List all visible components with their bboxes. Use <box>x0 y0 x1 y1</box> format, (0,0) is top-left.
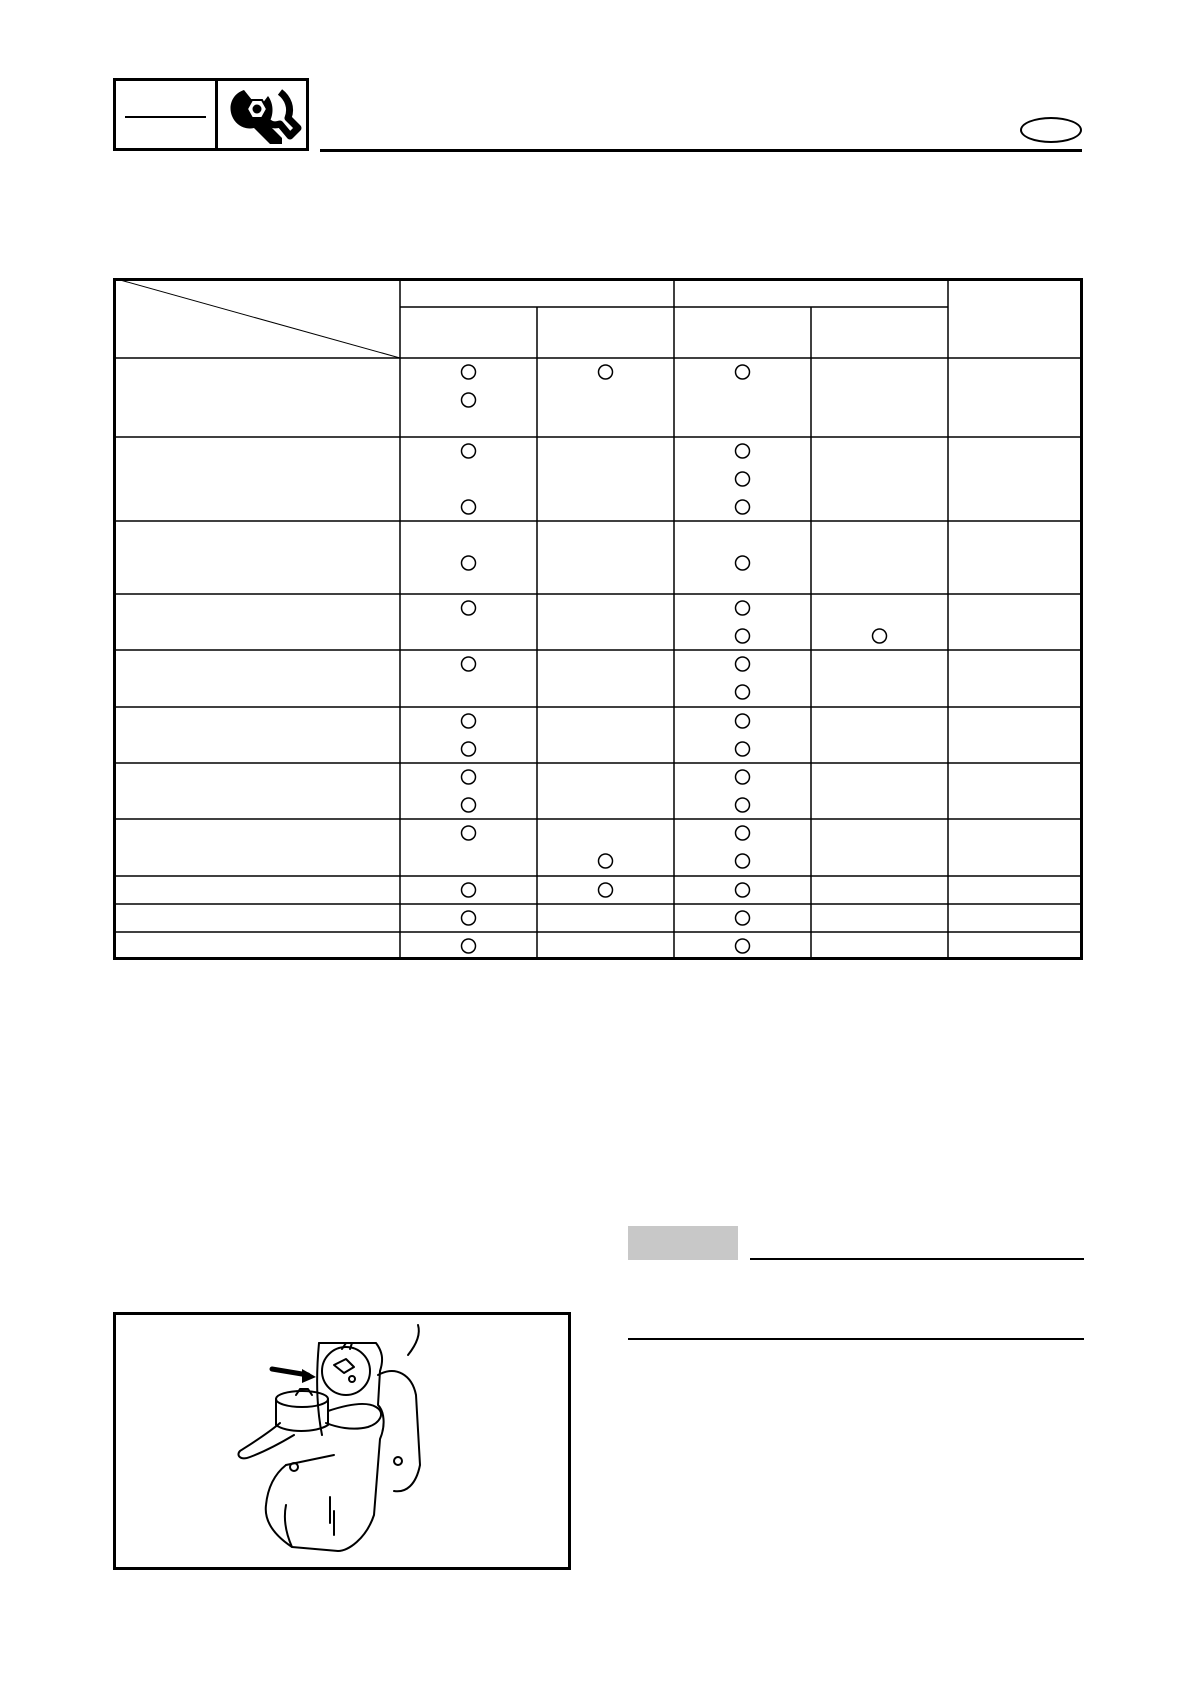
check-mark-circle <box>462 444 476 458</box>
check-mark-circle <box>462 826 476 840</box>
note-rule-bottom <box>628 1338 1084 1340</box>
check-mark-circle <box>462 657 476 671</box>
check-mark-circle <box>462 601 476 615</box>
header-rule <box>320 149 1082 152</box>
check-mark-circle <box>873 629 887 643</box>
language-badge <box>1020 117 1082 143</box>
header-diagonal <box>113 278 400 358</box>
propeller-anode-illustration <box>116 1315 568 1567</box>
anode-figure <box>113 1312 571 1570</box>
check-mark-circle <box>736 685 750 699</box>
inspection-table <box>113 278 1083 960</box>
check-mark-circle <box>462 393 476 407</box>
check-mark-circle <box>736 826 750 840</box>
check-mark-circle <box>462 939 476 953</box>
check-mark-circle <box>462 770 476 784</box>
check-mark-circle <box>736 472 750 486</box>
check-mark-circle <box>736 657 750 671</box>
check-mark-circle <box>462 500 476 514</box>
note-badge <box>628 1226 738 1260</box>
check-mark-circle <box>736 500 750 514</box>
check-mark-circle <box>599 854 613 868</box>
wrench-nut-icon <box>222 84 302 146</box>
check-mark-circle <box>736 770 750 784</box>
check-mark-circle <box>462 742 476 756</box>
check-mark-circle <box>736 444 750 458</box>
check-mark-circle <box>736 365 750 379</box>
check-mark-circle <box>462 911 476 925</box>
inspection-table-grid <box>113 278 1083 960</box>
check-mark-circle <box>736 556 750 570</box>
note-rule-top <box>750 1258 1084 1260</box>
check-mark-circle <box>462 714 476 728</box>
section-header-box <box>113 78 309 151</box>
check-mark-circle <box>599 883 613 897</box>
check-mark-circle <box>462 556 476 570</box>
check-mark-circle <box>599 365 613 379</box>
check-mark-circle <box>736 854 750 868</box>
check-mark-circle <box>736 601 750 615</box>
check-mark-circle <box>736 883 750 897</box>
check-mark-circle <box>736 742 750 756</box>
section-label-cell <box>116 81 218 148</box>
check-mark-circle <box>736 798 750 812</box>
check-mark-circle <box>736 714 750 728</box>
check-mark-circle <box>736 911 750 925</box>
check-mark-circle <box>462 365 476 379</box>
check-mark-circle <box>736 629 750 643</box>
check-mark-circle <box>736 939 750 953</box>
section-label-line <box>125 116 206 118</box>
check-mark-circle <box>462 883 476 897</box>
check-mark-circle <box>462 798 476 812</box>
